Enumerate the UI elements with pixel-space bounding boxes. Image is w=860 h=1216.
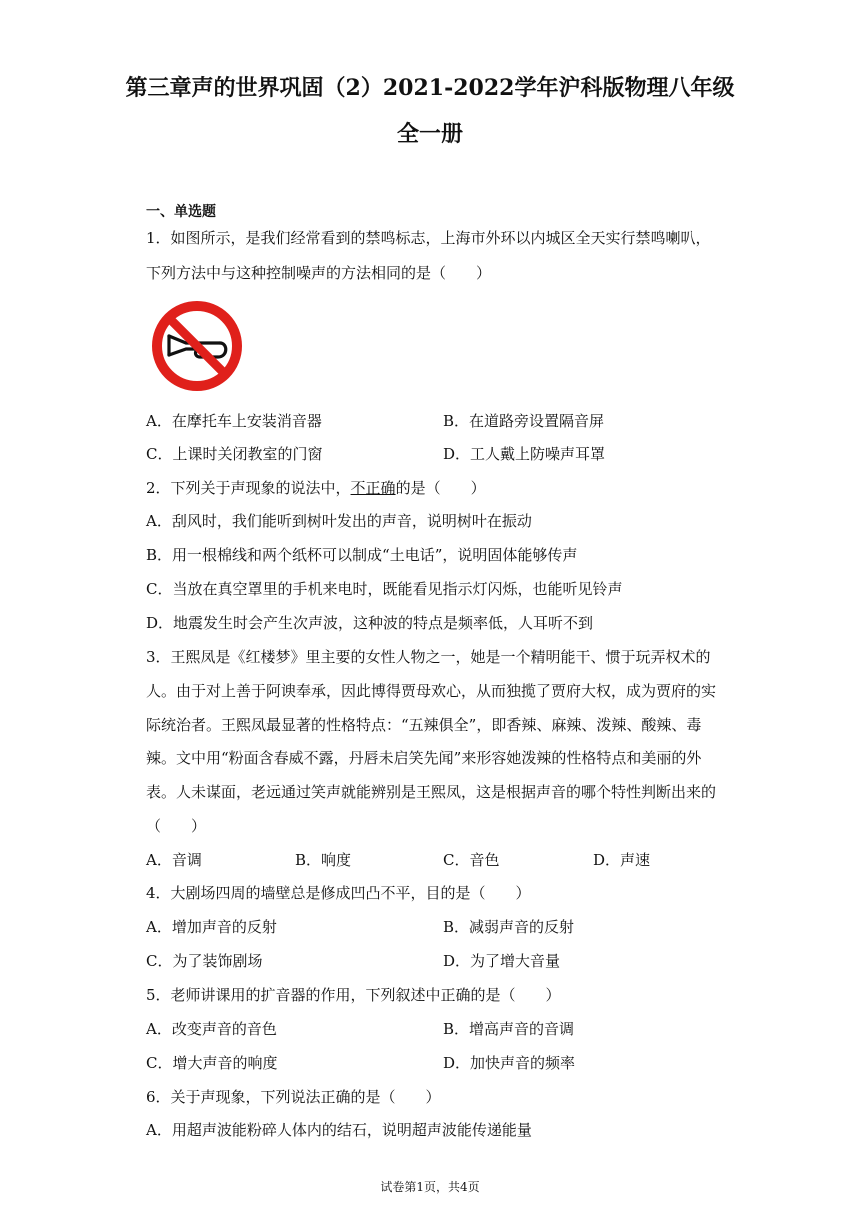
q1-stem-line-1: 1．如图所示，是我们经常看到的禁鸣标志，上海市外环以内城区全天实行禁鸣喇叭， [146,229,711,247]
q2-option-c: C．当放在真空罩里的手机来电时，既能看见指示灯闪烁，也能听见铃声 [146,580,623,598]
q1-stem-line-2: 下列方法中与这种控制噪声的方法相同的是（ ） [146,264,492,282]
q2-option-a: A．刮风时，我们能听到树叶发出的声音，说明树叶在振动 [146,512,532,530]
q1-option-c: C．上课时关闭教室的门窗 [146,445,323,463]
no-horn-sign-icon [150,299,244,393]
q1-option-d: D．工人戴上防噪声耳罩 [443,445,606,463]
q3-stem-line-4: 辣。文中用“粉面含春威不露，丹唇未启笑先闻”来形容她泼辣的性格特点和美丽的外 [146,749,702,767]
q3-stem-line-2: 人。由于对上善于阿谀奉承，因此博得贾母欢心，从而独揽了贾府大权，成为贾府的实 [146,682,717,700]
q5-stem: 5．老师讲课用的扩音器的作用，下列叙述中正确的是（ ） [146,986,561,1004]
q2-stem-underlined: 不正确 [350,479,396,497]
q4-stem: 4．大剧场四周的墙壁总是修成凹凸不平，目的是（ ） [146,884,531,902]
q1-option-b: B．在道路旁设置隔音屏 [443,412,605,430]
q5-option-a: A．改变声音的音色 [146,1020,277,1038]
q3-stem-line-3: 际统治者。王熙凤最显著的性格特点：“五辣俱全”，即香辣、麻辣、泼辣、酸辣、毒 [146,716,702,734]
q2-option-d: D．地震发生时会产生次声波，这种波的特点是频率低，人耳听不到 [146,614,594,632]
q3-option-b: B．响度 [295,851,352,869]
q3-stem-line-5: 表。人未谋面，老远通过笑声就能辨别是王熙凤，这是根据声音的哪个特性判断出来的 [146,783,717,801]
q2-option-b: B．用一根棉线和两个纸杯可以制成“土电话”，说明固体能够传声 [146,546,578,564]
q6-stem: 6．关于声现象，下列说法正确的是（ ） [146,1088,441,1106]
q2-stem-prefix: 2．下列关于声现象的说法中， [146,479,351,497]
q3-stem-line-1: 3．王熙凤是《红楼梦》里主要的女性人物之一，她是一个精明能干、惯于玩弄权术的 [146,648,711,666]
page-title-line-1: 第三章声的世界巩固（2）2021-2022学年沪科版物理八年级 [125,75,735,101]
q3-option-c: C．音色 [443,851,500,869]
q5-option-c: C．增大声音的响度 [146,1054,278,1072]
page-footer: 试卷第1页，共4页 [380,1180,480,1194]
q4-option-a: A．增加声音的反射 [146,918,277,936]
q4-option-c: C．为了装饰剧场 [146,952,263,970]
q5-option-b: B．增高声音的音调 [443,1020,575,1038]
section-heading: 一、单选题 [146,204,216,220]
q3-option-d: D．声速 [593,851,651,869]
q3-option-a: A．音调 [146,851,202,869]
q1-option-a: A．在摩托车上安装消音器 [146,412,322,430]
q5-option-d: D．加快声音的频率 [443,1054,576,1072]
q4-option-d: D．为了增大音量 [443,952,561,970]
q2-stem-suffix: 的是（ ） [395,479,486,497]
q6-option-a: A．用超声波能粉碎人体内的结石，说明超声波能传递能量 [146,1121,532,1139]
q2-stem [146,478,486,498]
q4-option-b: B．减弱声音的反射 [443,918,575,936]
q3-stem-line-6: （ ） [146,817,207,835]
page-title-line-2: 全一册 [396,121,463,147]
